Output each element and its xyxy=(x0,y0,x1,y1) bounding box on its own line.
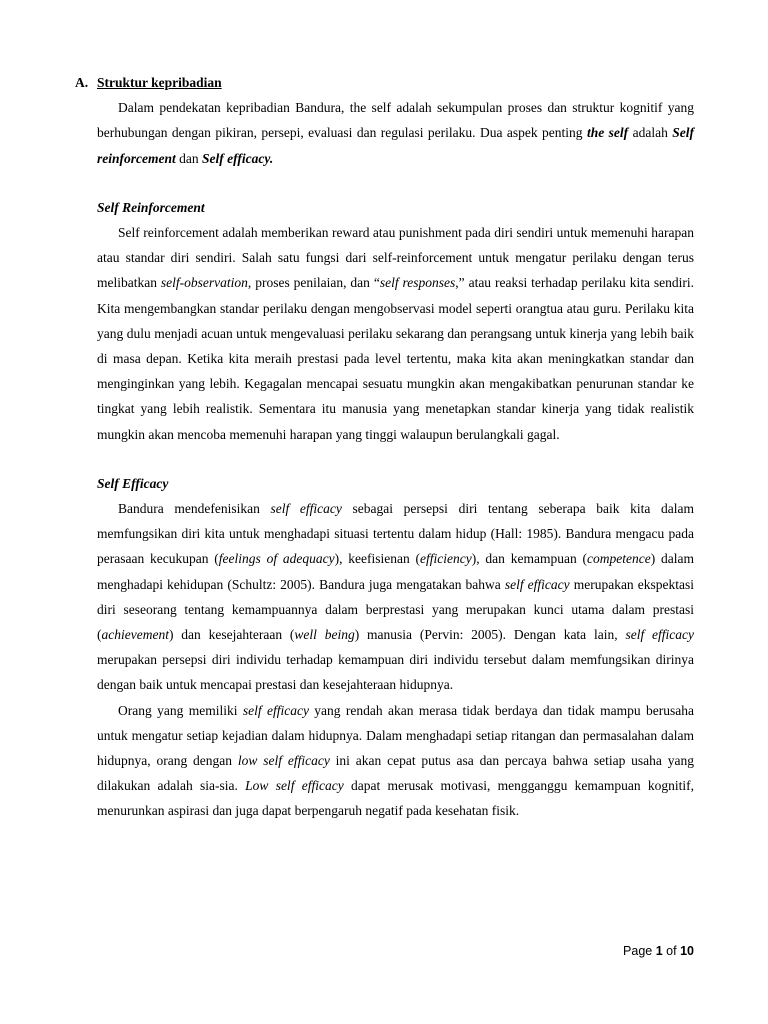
self-efficacy-heading: Self Efficacy xyxy=(97,475,169,491)
text-run: Dalam pendekatan kepribadian Bandura, the self adalah sekumpulan proses dan struktur kognitif yang berhubungan dengan pikiran, persepi, evaluasi dan regulasi perilaku. Dua aspek penting xyxy=(97,100,694,141)
text-run: ), dan kemampuan ( xyxy=(471,551,587,567)
text-run: Self reinforcement adalah memberikan reward atau punishment pada diri sendiri untuk memenuhi harapan atau standar diri sendiri. Salah satu fungsi dari self-reinforcement untuk mengatur perilaku dengan terus melibatkan xyxy=(97,225,694,291)
text-run: Bandura mendefenisikan xyxy=(118,501,271,517)
text-run: adalah xyxy=(628,125,673,141)
text-run: the self xyxy=(586,125,629,141)
intro-paragraph xyxy=(97,95,694,171)
page-current: 1 xyxy=(655,944,663,958)
self-reinforcement-paragraph xyxy=(97,220,694,447)
text-run: sebagai persepsi diri tentang seberapa baik kita dalam memfungsikan diri kita untuk menghadapi situasi tertentu dalam hidup (Hall: 1985). Bandura mengacu pada perasaan kecukupan ( xyxy=(97,501,695,567)
text-run: efficiency xyxy=(420,551,472,567)
section-letter: A. xyxy=(75,75,89,90)
text-run: ), keefisienan ( xyxy=(334,551,421,567)
text-run: merupakan persepsi diri individu terhadap kemampuan diri individu tersebut dalam memfungsikan dirinya dengan baik untuk mencapai prestasi dan kesejahteraan hidupnya. xyxy=(97,652,694,693)
text-run: ) manusia (Pervin: 2005). Dengan kata lain, xyxy=(354,627,626,643)
text-run: merupakan ekspektasi diri seseorang tentang kemampuannya dalam berprestasi yang merupakan kunci utama dalam prestasi ( xyxy=(97,576,694,643)
text-run: , proses penilaian, dan “ xyxy=(247,275,380,291)
text-run: low self efficacy xyxy=(237,753,330,769)
text-run: Self reinforcement xyxy=(97,125,694,166)
page-footer xyxy=(623,944,694,958)
text-run: dan xyxy=(175,150,202,166)
text-run: yang rendah akan merasa tidak berdaya dan tidak mampu berusaha untuk mengatur setiap kejadian dalam hidupnya. Dalam menghadapi setiap ritangan dan permasalahan dalam hidupnya, orang dengan xyxy=(97,702,694,769)
self-efficacy-paragraph-2 xyxy=(97,698,694,824)
text-run: self-observation xyxy=(160,275,248,291)
text-run: ini akan cepat putus asa dan percaya bahwa setiap usaha yang dilakukan adalah sia-sia. xyxy=(97,753,694,794)
self-efficacy-paragraph-1 xyxy=(97,496,694,698)
text-run: self efficacy xyxy=(504,576,570,592)
text-run: ) dan kesejahteraan ( xyxy=(168,627,295,643)
text-run: well being xyxy=(294,627,355,643)
spacer xyxy=(97,171,694,195)
text-run: self efficacy xyxy=(270,501,342,517)
text-run: self responses xyxy=(379,275,456,291)
text-run: feelings of adequacy xyxy=(218,551,335,567)
text-run: Low self efficacy xyxy=(245,778,344,794)
document-body xyxy=(97,70,694,824)
text-run: ,” atau reaksi terhadap perilaku kita sendiri. Kita mengembangkan standar perilaku dengan mengobservasi model seperti orangtua atau guru. Perilaku kita yang dulu menjadi acuan untuk mengevaluasi perilaku sekarang dan perangsang untuk kinerja yang lebih baik di masa depan. Ketika kita meraih prestasi pada level tertentu, maka kita akan meningkatkan standar dan menginginkan yang lebih. Kegagalan mencapai sesuatu mungkin akan mengakibatkan penurunan standar ke tingkat yang lebih realistik. Sementara itu manusia yang menetapkan standar kinerja yang tidak realistik mungkin akan mencoba memenuhi harapan yang tinggi walaupun berulangkali gagal. xyxy=(97,275,695,442)
text-run: self efficacy xyxy=(625,627,694,643)
page-word: Page xyxy=(623,944,653,958)
page-total: 10 xyxy=(680,944,694,958)
section-title: Struktur kepribadian xyxy=(97,75,222,90)
text-run: competence xyxy=(587,551,651,567)
text-run: Orang yang memiliki xyxy=(118,702,243,718)
text-run: achievement xyxy=(101,627,169,643)
self-reinforcement-heading: Self Reinforcement xyxy=(97,199,205,215)
text-run: dapat merusak motivasi, mengganggu kemampuan kognitif, menurunkan aspirasi dan juga dapat berpengaruh negatif pada kesehatan fisik. xyxy=(97,778,695,819)
text-run: Self efficacy. xyxy=(202,150,274,166)
text-run: ) dalam menghadapi kehidupan (Schultz: 2005). Bandura juga mengatakan bahwa xyxy=(97,551,694,592)
text-run: self efficacy xyxy=(242,702,309,718)
spacer xyxy=(97,447,694,471)
of-word: of xyxy=(666,944,677,958)
